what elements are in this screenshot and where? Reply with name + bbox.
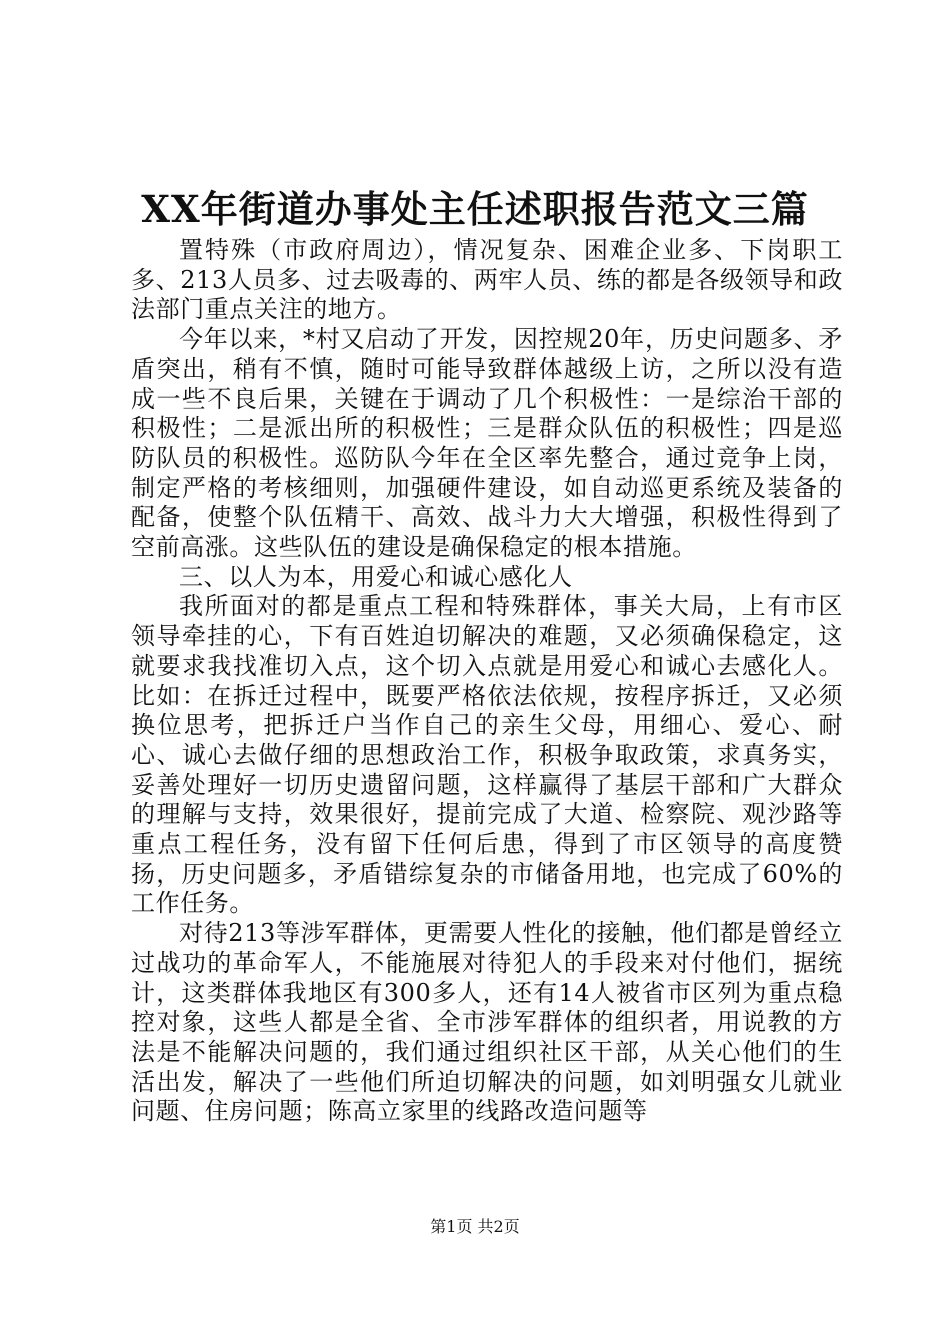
paragraph-2: 今年以来，*村又启动了开发，因控规20年，历史问题多、矛盾突出，稍有不慎，随时可能导致群体越级上访，之所以没有造成一些不良后果，关键在于调动了几个积极性：一是综治干部的积极性；二是派出所的积极性；三是群众队伍的积极性；四是巡防队员的积极性。巡防队今年在全区率先整合，通过竞争上岗，制定严格的考核细则，加强硬件建设，如自动巡更系统及装备的配备，使整个队伍精干、高效、战斗力大大增强，积极性得到了空前高涨。这些队伍的建设是确保稳定的根本措施。 — [131, 325, 843, 562]
section-heading: 三、以人为本，用爱心和诚心感化人 — [179, 562, 573, 591]
paragraph-4: 对待213等涉军群体，更需要人性化的接触，他们都是曾经立过战功的革命军人，不能施展对待犯人的手段来对付他们，据统计，这类群体我地区有300多人，还有14人被省市区列为重点稳控对象，这些人都是全省、全市涉军群体的组织者，用说教的方法是不能解决问题的，我们通过组织社区干部，从关心他们的生活出发，解决了一些他们所迫切解决的问题，如刘明强女儿就业问题、住房问题；陈高立家里的线路改造问题等 — [131, 919, 843, 1126]
document-body — [131, 236, 843, 1127]
paragraph-3: 我所面对的都是重点工程和特殊群体，事关大局，上有市区领导牵挂的心，下有百姓迫切解决的难题，又必须确保稳定，这就要求我找准切入点，这个切入点就是用爱心和诚心去感化人。比如：在拆迁过程中，既要严格依法依规，按程序拆迁，又必须换位思考，把拆迁户当作自己的亲生父母，用细心、爱心、耐心、诚心去做仔细的思想政治工作，积极争取政策，求真务实，妥善处理好一切历史遗留问题，这样赢得了基层干部和广大群众的理解与支持，效果很好，提前完成了大道、检察院、观沙路等重点工程任务，没有留下任何后患，得到了市区领导的高度赞扬，历史问题多，矛盾错综复杂的市储备用地，也完成了60%的工作任务。 — [131, 592, 843, 918]
page-number-footer: 第1页 共2页 — [430, 1217, 520, 1236]
document-title: XX年街道办事处主任述职报告范文三篇 — [141, 187, 809, 231]
paragraph-1: 置特殊（市政府周边），情况复杂、困难企业多、下岗职工多、213人员多、过去吸毒的、两牢人员、练的都是各级领导和政法部门重点关注的地方。 — [131, 236, 843, 324]
